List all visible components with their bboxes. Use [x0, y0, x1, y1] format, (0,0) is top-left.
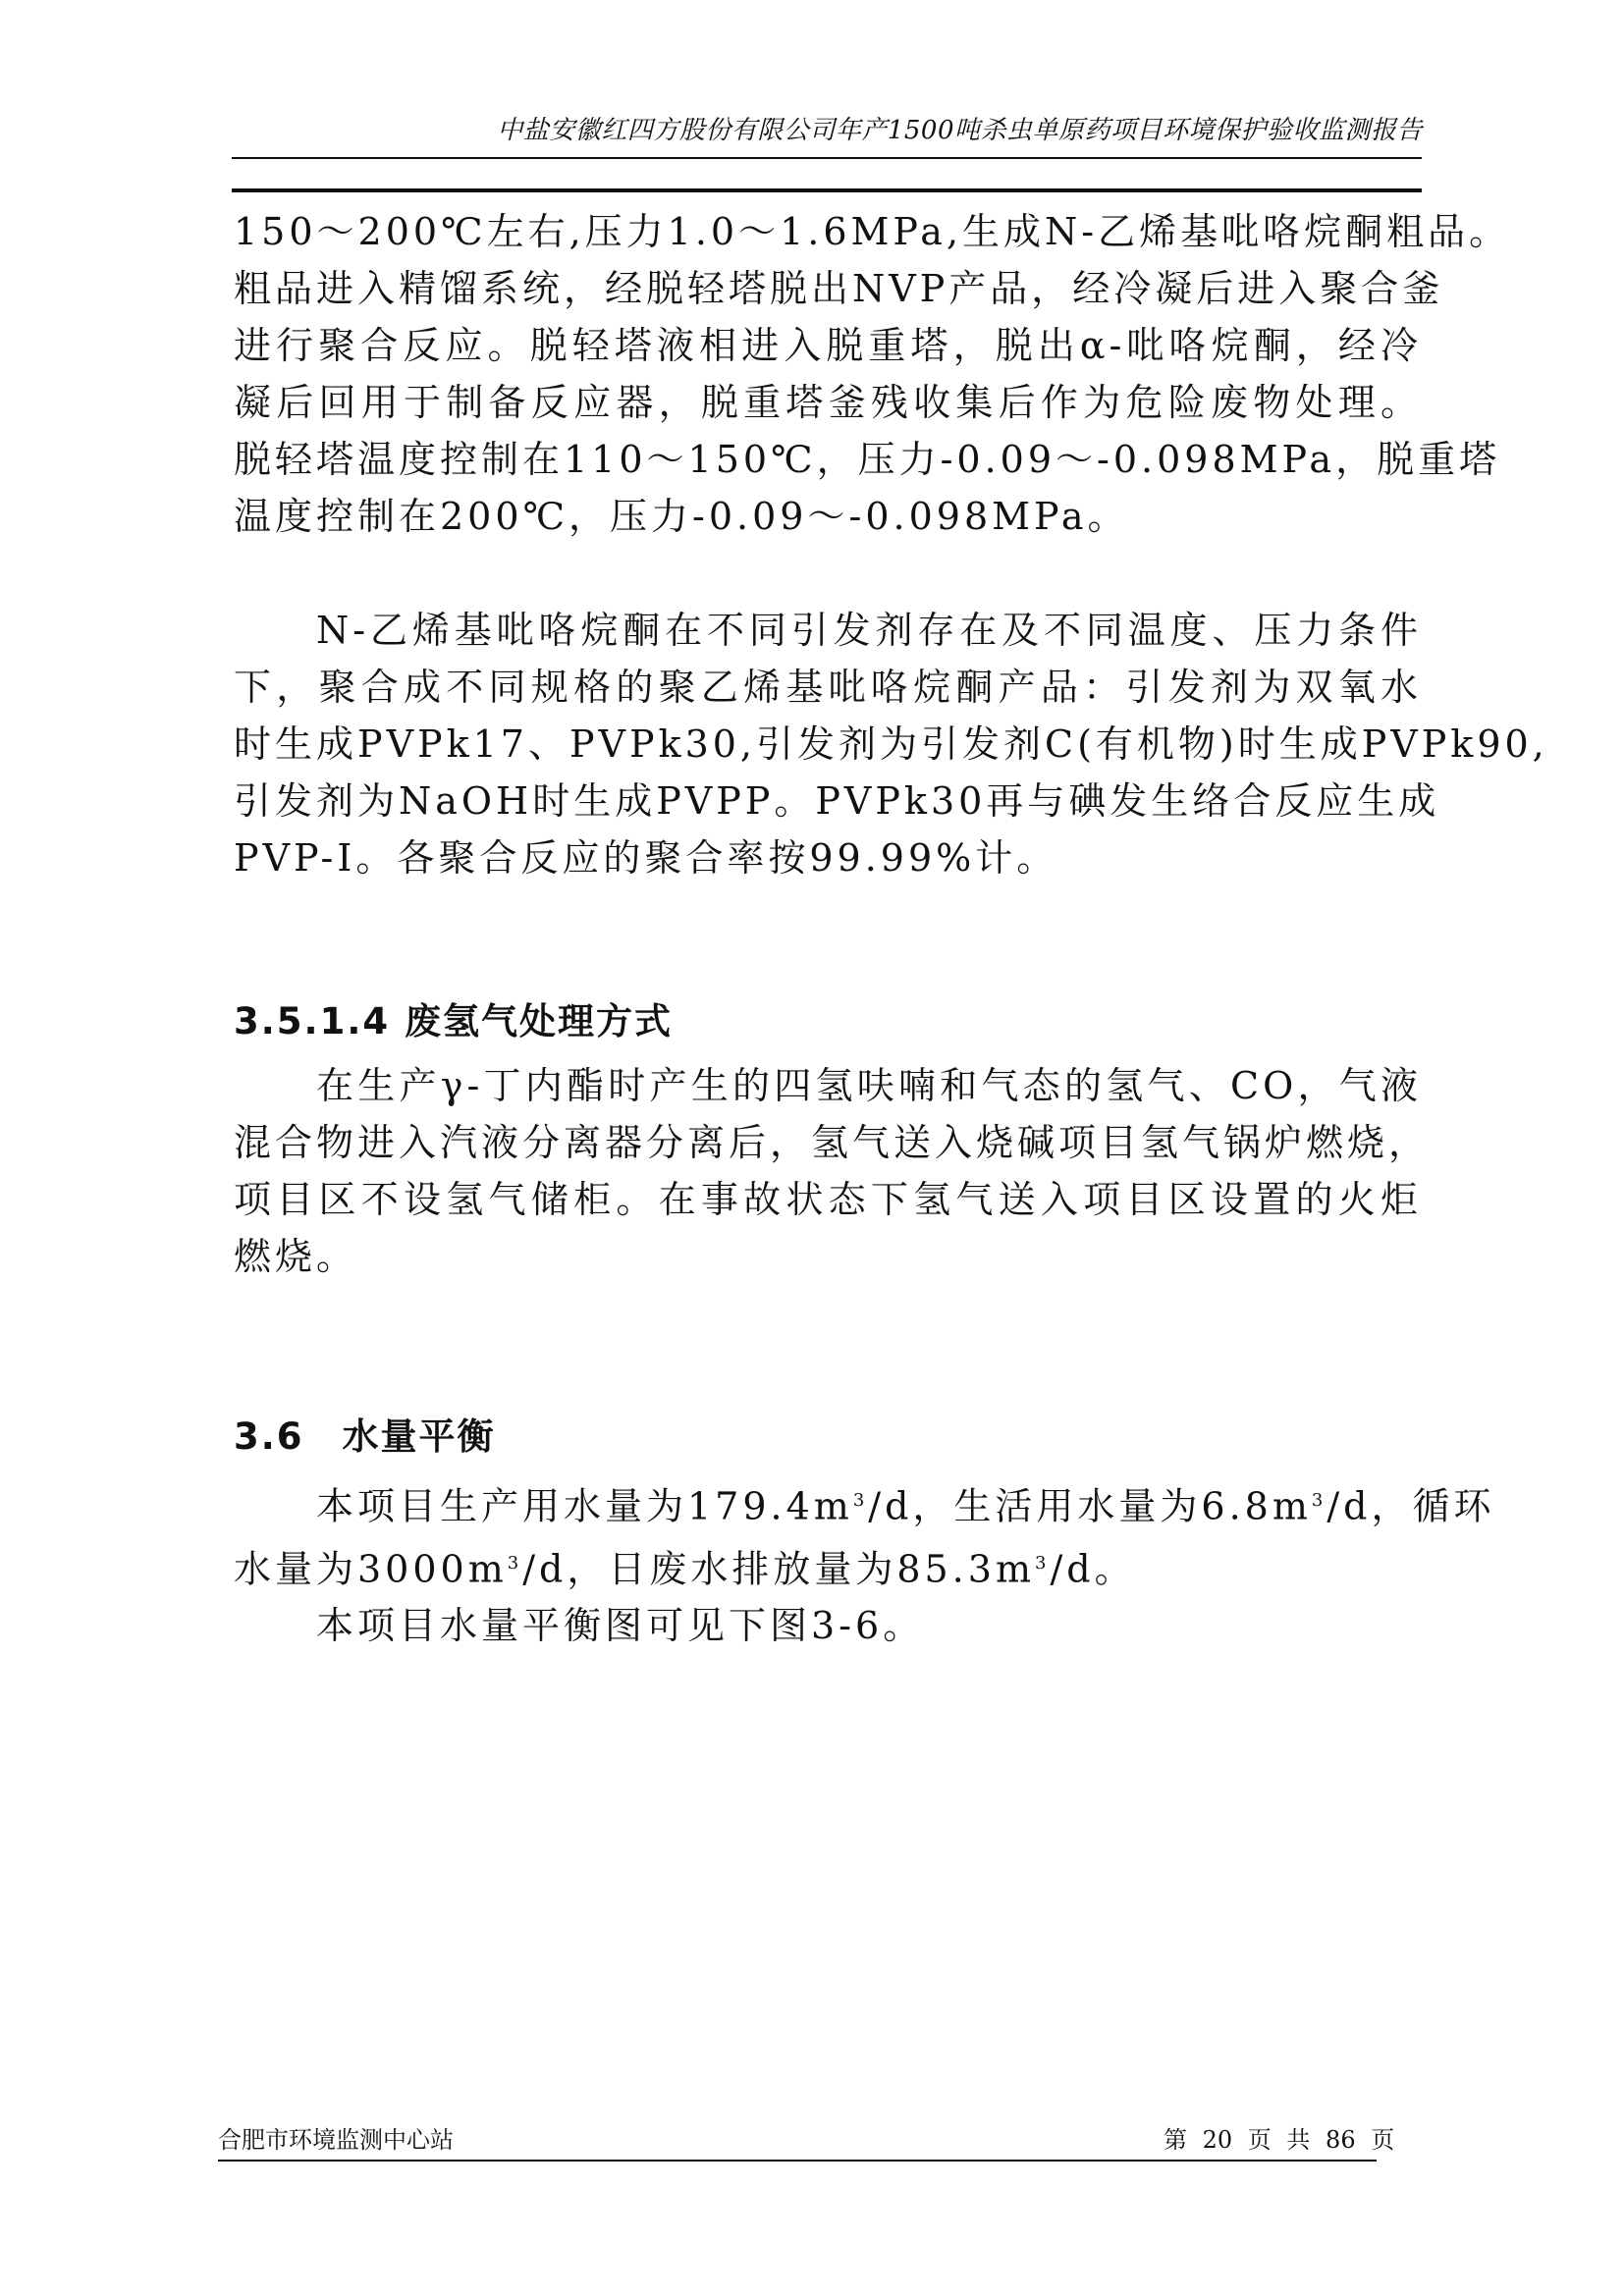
header-rule-thick	[232, 188, 1422, 192]
text-line: 凝后回用于制备反应器，脱重塔釜残收集后作为危险废物处理。	[234, 381, 1422, 424]
header-title: 中盐安徽红四方股份有限公司年产1500吨杀虫单原药项目环境保护验收监测报告	[497, 116, 1423, 145]
text-line: 时生成PVPk17、PVPk30,引发剂为引发剂C(有机物)时生成PVPk90,	[234, 722, 1548, 766]
paragraph-36	[234, 1472, 1495, 1654]
text-line: 项目区不设氢气储柜。在事故状态下氢气送入项目区设置的火炬	[234, 1178, 1422, 1221]
text-line: 温度控制在200℃，压力-0.09～-0.098MPa。	[234, 495, 1129, 538]
text-line: 引发剂为NaOH时生成PVPP。PVPk30再与碘发生络合反应生成	[234, 779, 1440, 823]
section-heading-36: 3.6 水量平衡	[234, 1415, 496, 1458]
text-run: /d。	[1050, 1547, 1136, 1591]
footer-rule	[218, 2160, 1377, 2162]
text-line: 燃烧。	[234, 1235, 358, 1278]
text-line: PVP-I。各聚合反应的聚合率按99.99%计。	[234, 836, 1058, 880]
paragraph-3514	[234, 1057, 1431, 1285]
section-heading-3514: 3.5.1.4 废氢气处理方式	[234, 1000, 674, 1042]
text-run: /d，循环	[1326, 1484, 1495, 1528]
superscript: 3	[507, 1552, 523, 1574]
text-line: 在生产γ-丁内酯时产生的四氢呋喃和气态的氢气、CO，气液	[316, 1064, 1422, 1107]
footer-organization: 合肥市环境监测中心站	[218, 2126, 454, 2154]
text-line: 混合物进入汽液分离器分离后，氢气送入烧碱项目氢气锅炉燃烧，	[234, 1121, 1431, 1164]
paragraph-2	[234, 602, 1548, 886]
text-line	[234, 1535, 1422, 1598]
text-line: 粗品进入精馏系统，经脱轻塔脱出NVP产品，经冷凝后进入聚合釜	[234, 267, 1444, 310]
paragraph-1	[234, 203, 1511, 545]
superscript: 3	[852, 1490, 869, 1511]
footer-page-number: 第 20 页 共 86 页	[1164, 2126, 1395, 2154]
text-run: /d，生活用水量为6.8m	[868, 1484, 1312, 1528]
text-line	[234, 1472, 1495, 1535]
text-run: 本项目生产用水量为179.4m	[316, 1484, 853, 1528]
text-line: 150～200℃左右,压力1.0～1.6MPa,生成N-乙烯基吡咯烷酮粗品。	[234, 210, 1511, 253]
superscript: 3	[1034, 1552, 1051, 1574]
text-line: 脱轻塔温度控制在110～150℃，压力-0.09～-0.098MPa，脱重塔	[234, 438, 1501, 481]
text-line: N-乙烯基吡咯烷酮在不同引发剂存在及不同温度、压力条件	[316, 609, 1422, 652]
text-run: /d，日废水排放量为85.3m	[522, 1547, 1035, 1591]
header-rule-thin	[232, 157, 1422, 159]
text-run: 水量为3000m	[234, 1547, 508, 1591]
text-line: 进行聚合反应。脱轻塔液相进入脱重塔，脱出α-吡咯烷酮，经冷	[234, 324, 1422, 367]
text-line: 本项目水量平衡图可见下图3-6。	[316, 1604, 925, 1648]
superscript: 3	[1311, 1490, 1327, 1511]
text-line: 下，聚合成不同规格的聚乙烯基吡咯烷酮产品：引发剂为双氧水	[234, 666, 1422, 709]
